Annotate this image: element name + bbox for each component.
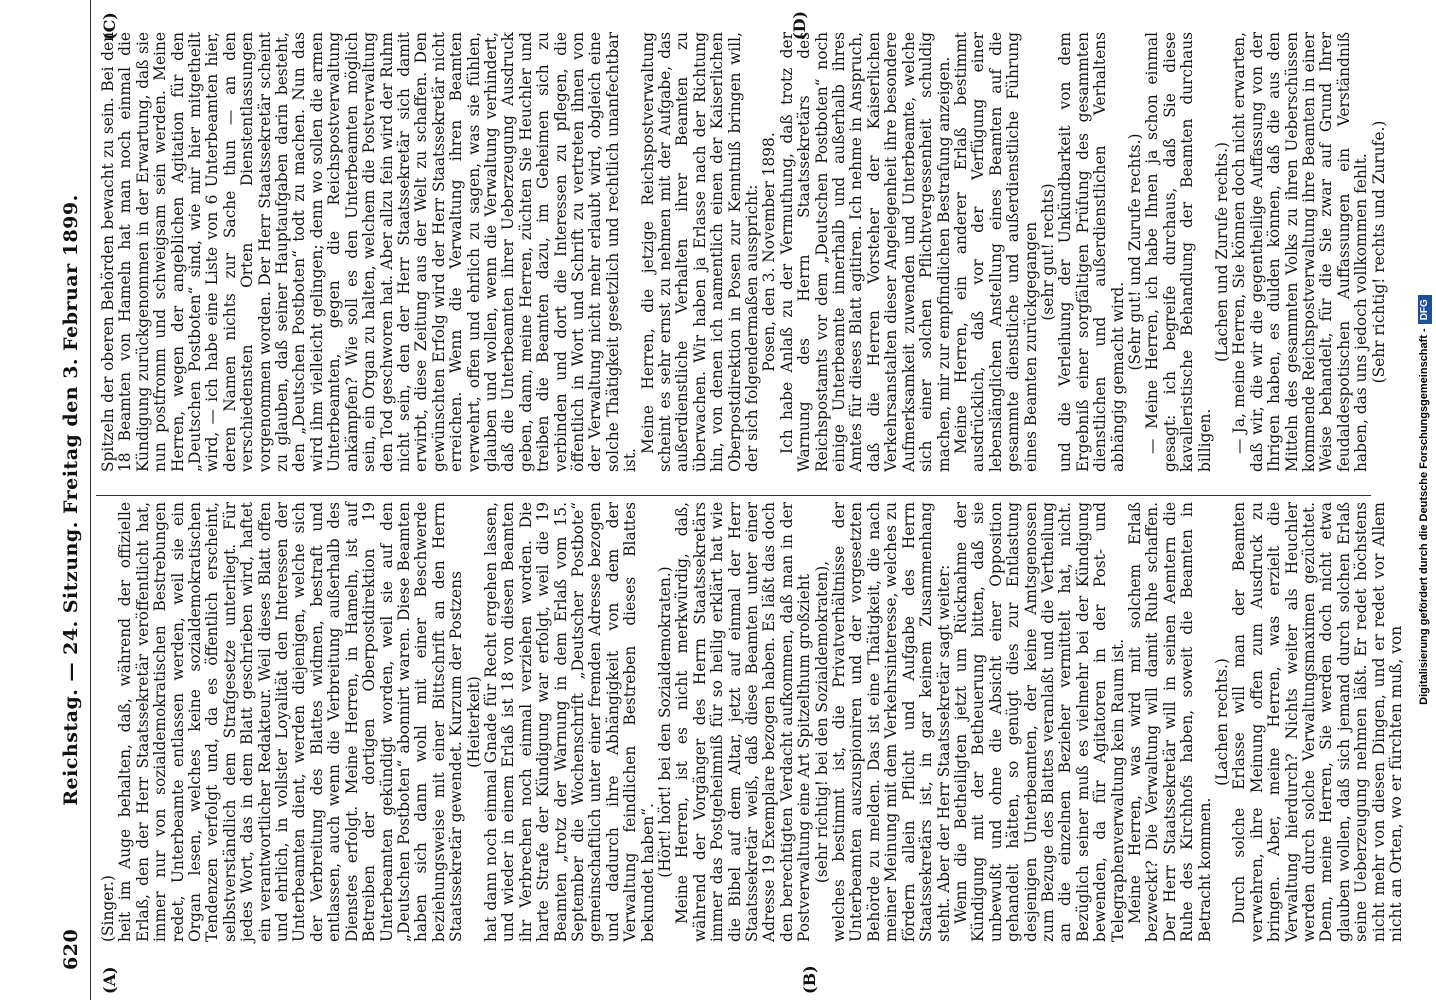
- margin-marker-c: (C): [100, 12, 119, 40]
- interjection: (Sehr richtig! rechts und Zurufe.): [1369, 120, 1388, 384]
- paragraph: Spitzeln der oberen Behörden bewacht zu sein. Bei den 18 Beamten von Hameln hat man noch einmal die Kündigung zurückgenommen in der Erwartung, daß sie nun postfromm und schweigsam sein werden. Meine Herren, wegen der angeblichen Agitation für den „Deutschen Postboten“ sind, wie mir hier mitgetheilt wird, — ich habe eine Liste von 6 Unterbeamten hier, deren Namen nichts zur Sache thun — an den verschiedensten Orten Dienstentlassungen vorgenommen worden. Der Herr Staatssekretär scheint zu glauben, daß seiner Hauptaufgaben darin besteht, den „Deutschen Postboten“ todt zu machen. Nun das wird ihm vielleicht gelingen; denn wo sollen die armen Unterbeamten, gegen die Reichspostverwaltung ankämpfen? Wie soll es den Unterbeamten möglich sein, ein Organ zu halten, welchem die Postverwaltung den Tod geschworen hat. Aber allzu fein wird der Ruhm nicht sein, den der Herr Staatssekretär sich damit erwirbt, diese Zeitung aus der Welt zu schaffen. Den gewünschten Erfolg wird der Herr Staatssekretär nicht erreichen. Wenn die Verwaltung ihren Beamten verwehrt, offen und ehrlich zu sagen, was sie fühlen, glauben und wollen, wenn die Verwaltung verhindert, daß die Unterbeamten ihrer Ueberzeugung Ausdruck geben, dann, meine Herren, züchten Sie Heuchler und treiben die Beamten dazu, im Geheimen sich zu verbinden und dort die Interessen zu pflegen, die öffentlich in Wort und Schrift zu vertreten ihnen von der Verwaltung nicht mehr erlaubt wird, obgleich eine solche Thätigkeit gesetzlich und rechtlich unanfechtbar ist.: [99, 32, 640, 472]
- paragraph: welches bestimmt ist, die Privatverhältnisse der Unterbeamten auszuspioniren und der vorgesetzten Behörde zu melden. Das ist eine Thätigkeit, die nach meiner Meinung mit dem Verkehrsinteresse, welches zu fördern allein Pflicht und Aufgabe des Herrn Staatssekretärs ist, in gar keinem Zusammenhang steht. Aber der Herr Staatssekretär sagt weiter:: [830, 502, 953, 942]
- margin-marker-a: (A): [100, 966, 119, 994]
- paragraph: und die Verleihung der Unkündbarkeit von dem Ergebniß einer sorgfältigen Prüfung des gesammten dienstlichen und außerdienstlichen Verhaltens abhängig gemacht wird.: [1056, 32, 1127, 472]
- interjection: (Lachen rechts.): [1213, 658, 1231, 786]
- decree-dateline: Posen, den 3. November 1898.: [760, 132, 779, 372]
- funding-note: Digitalisierung gefördert durch die Deutsche Forschungsgemeinschaft -: [1418, 328, 1430, 705]
- quoted-decree: Ich habe Anlaß zu der Vermuthung, daß trotz der Warnung des Herrn Staatssekretärs des Reichspostamts vor dem „Deutschen Postboten“ noch einige Unterbeamte innerhalb und außerhalb ihres Amtes für dieses Blatt agitiren. Ich nehme in Anspruch, daß die Herren Vorsteher der Kaiserlichen Verkehrsanstalten dieser Angelegenheit ihre besondere Aufmerksamkeit zuwenden und Unterbeamte, welche sich einer solchen Pflichtvergessenheit schuldig machen, mir zur empfindlichen Bestrafung anzeigen.: [777, 32, 953, 472]
- page-number: 620: [60, 928, 82, 970]
- page-title: Reichstag. — 24. Sitzung. Freitag den 3. Februar 1899.: [60, 194, 82, 806]
- paragraph: Durch solche Erlasse will man der Beamten verwehren, ihre Meinung offen zum Ausdruck zu bringen. Aber, meine Herren, was erzielt die Verwaltung hierdurch? Nichts weiter als Heuchler werden durch solche Verwaltungsmaximen gezüchtet. Denn, meine Herren, Sie werden doch nicht etwa glauben wollen, daß sich jemand durch solchen Erlaß seine Ueberzeugung nehmen läßt. Er redet höchstens nicht mehr von diesen Dingen, und er redet vor Allem nicht an Orten, wo er fürchten muß, von: [1230, 502, 1406, 942]
- dfg-logo: DFG: [1418, 295, 1432, 324]
- rotated-page: [60, 0, 1406, 1000]
- interjection: (Sehr gut! und Zurufe rechts.): [1125, 133, 1144, 371]
- side-note: [1408, 0, 1434, 1000]
- paragraph: hat dann noch einmal Gnade für Recht ergehen lassen, und wieder in einem Erlaß ist 18 von diesen Beamten ihr Verbrechen noch einmal verziehen worden. Die harte Strafe der Kündigung war erfolgt, weil die 19 Beamten „trotz der Warnung in dem Erlaß vom 15. September die Wochenschrift „Deutscher Postbote“ gemeinschaftlich unter einer fremden Adresse bezogen und dadurch ihre Abhängigkeit von dem der Verwaltung feindlichen Bestreben dieses Blattes bekundet haben“.: [481, 502, 657, 942]
- paragraph: Meine Herren, ist es nicht merkwürdig, daß, während der Vorgänger des Herrn Staatssekretärs immer das Postgeheimniß für so heilig erklärt hat wie die Bibel auf dem Altar, jetzt auf einmal der Herr Staatssekretär weiß, daß diese Beamten unter einer Adresse 19 Exemplare bezogen haben. Es läßt das doch den berechtigten Verdacht aufkommen, daß man in der Postverwaltung eine Art Spitzelthum großzieht: [673, 502, 814, 942]
- column-divider: [96, 495, 1371, 496]
- paragraph: heit im Auge behalten, daß, während der offizielle Erlaß, den der Herr Staatssekretär veröffentlicht hat, immer nur von sozialdemokratischen Bestrebungen redet, Unterbeamte entlassen werden, weil sie ein Organ lesen, welches keine sozialdemokratischen Tendenzen verfolgt und, da es öffentlich erscheint, selbstverständlich dem Strafgesetze unterliegt. Für jedes Wort, das in dem Blatt geschrieben wird, haftet ein verantwortlicher Redakteur. Weil dieses Blatt offen und ehrlich, in vollster Loyalität den Interessen der Unterbeamten dient, werden diejenigen, welche sich der Verbreitung des Blattes widmen, bestraft und entlassen, auch wenn die Verbreitung außerhalb des Dienstes erfolgt. Meine Herren, in Hameln, ist auf Betreiben der dortigen Oberpostdirektion 19 Unterbeamten gekündigt worden, weil sie auf den „Deutschen Postboten“ abonnirt waren. Diese Beamten haben sich dann wohl mit einer Beschwerde beziehungsweise mit einer Bittschrift an den Herrn Staatssekretär gewendet. Kurzum der Postzens: [116, 502, 466, 942]
- right-column: [99, 32, 1388, 472]
- header-rule: [90, 0, 91, 1000]
- paragraph: — Meine Herren, ich habe Ihnen ja schon einmal gesagt: ich begreife durchaus, daß Sie diese kavalleristische Behandlung der Beamten durchaus billigen.: [1143, 32, 1214, 472]
- side-note-text: [1412, 0, 1436, 1000]
- page-header: [60, 0, 88, 1000]
- paragraph: Meine Herren, was wird mit solchem Erlaß bezweckt? Die Verwaltung will damit Ruhe schaffen. Der Herr Staatssekretär will in seinen Aemtern die Ruhe des Kirchhofs haben, soweit die Beamten in Betracht kommen.: [1125, 502, 1214, 942]
- interjection: (Hört! hört! bei den Sozialdemokraten.): [656, 566, 674, 878]
- paragraph: — Ja, meine Herren, Sie können doch nicht erwarten, daß wir, die wir die gegentheilige Auffassung von der Ihrigen haben, es dulden können, daß die aus den Mitteln des gesammten Volks zu ihren Ueberschüssen kommende Reichspostverwaltung ihre Beamten in einer Weise behandelt, für die Sie zwar auf Grund Ihrer feudaldespotischen Auffassungen ein Verständniß haben, das uns jedoch vollkommen fehlt.: [1230, 32, 1371, 472]
- interjection: (sehr gut! rechts): [1038, 183, 1057, 321]
- interjection: (Heiterkeit): [464, 676, 483, 768]
- paragraph: Meine Herren, die jetzige Reichspostverwaltung scheint es sehr ernst zu nehmen mit der Aufgabe, das außerdienstliche Verhalten ihrer Beamten zu überwachen. Wir haben ja Erlasse nach der Richtung hin, von denen ich namentlich einen der Kaiserlichen Oberpostdirektion in Posen zur Kenntniß bringen will, der sich folgendermaßen ausspricht:: [638, 32, 762, 472]
- interjection: (Lachen und Zurufe rechts.): [1213, 142, 1231, 362]
- margin-marker-d: (D): [790, 10, 809, 40]
- quoted-decree: Wenn die Betheiligten jetzt um Rücknahme der Kündigung mit der Betheuerung bitten, daß sie unbewußt und ohne die Absicht einer Opposition gehandelt hätten, so genügt dies zur Entlastung desjenigen Unterbeamten, der keine Amtsgenossen zum Bezuge des Blattes veranlaßt und die Vertheilung an die einzelnen Bezieher vermittelt hat, nicht. Bezüglich seiner muß es vielmehr bei der Kündigung bewenden, da für Agitatoren in der Post- und Telegraphenverwaltung kein Raum ist.: [951, 502, 1127, 942]
- paragraph: Meine Herren, ein anderer Erlaß bestimmt ausdrücklich, daß vor der Verfügung einer lebenslänglichen Anstellung eines Beamten auf die gesammte dienstliche und außerdienstliche Führung eines Beamten zurückgegangen: [951, 32, 1040, 472]
- left-column: [99, 502, 1406, 942]
- speaker-name: (Singer.): [99, 875, 117, 942]
- margin-marker-b: (B): [800, 965, 819, 994]
- interjection: (sehr richtig! bei den Sozialdemokraten),: [812, 560, 831, 884]
